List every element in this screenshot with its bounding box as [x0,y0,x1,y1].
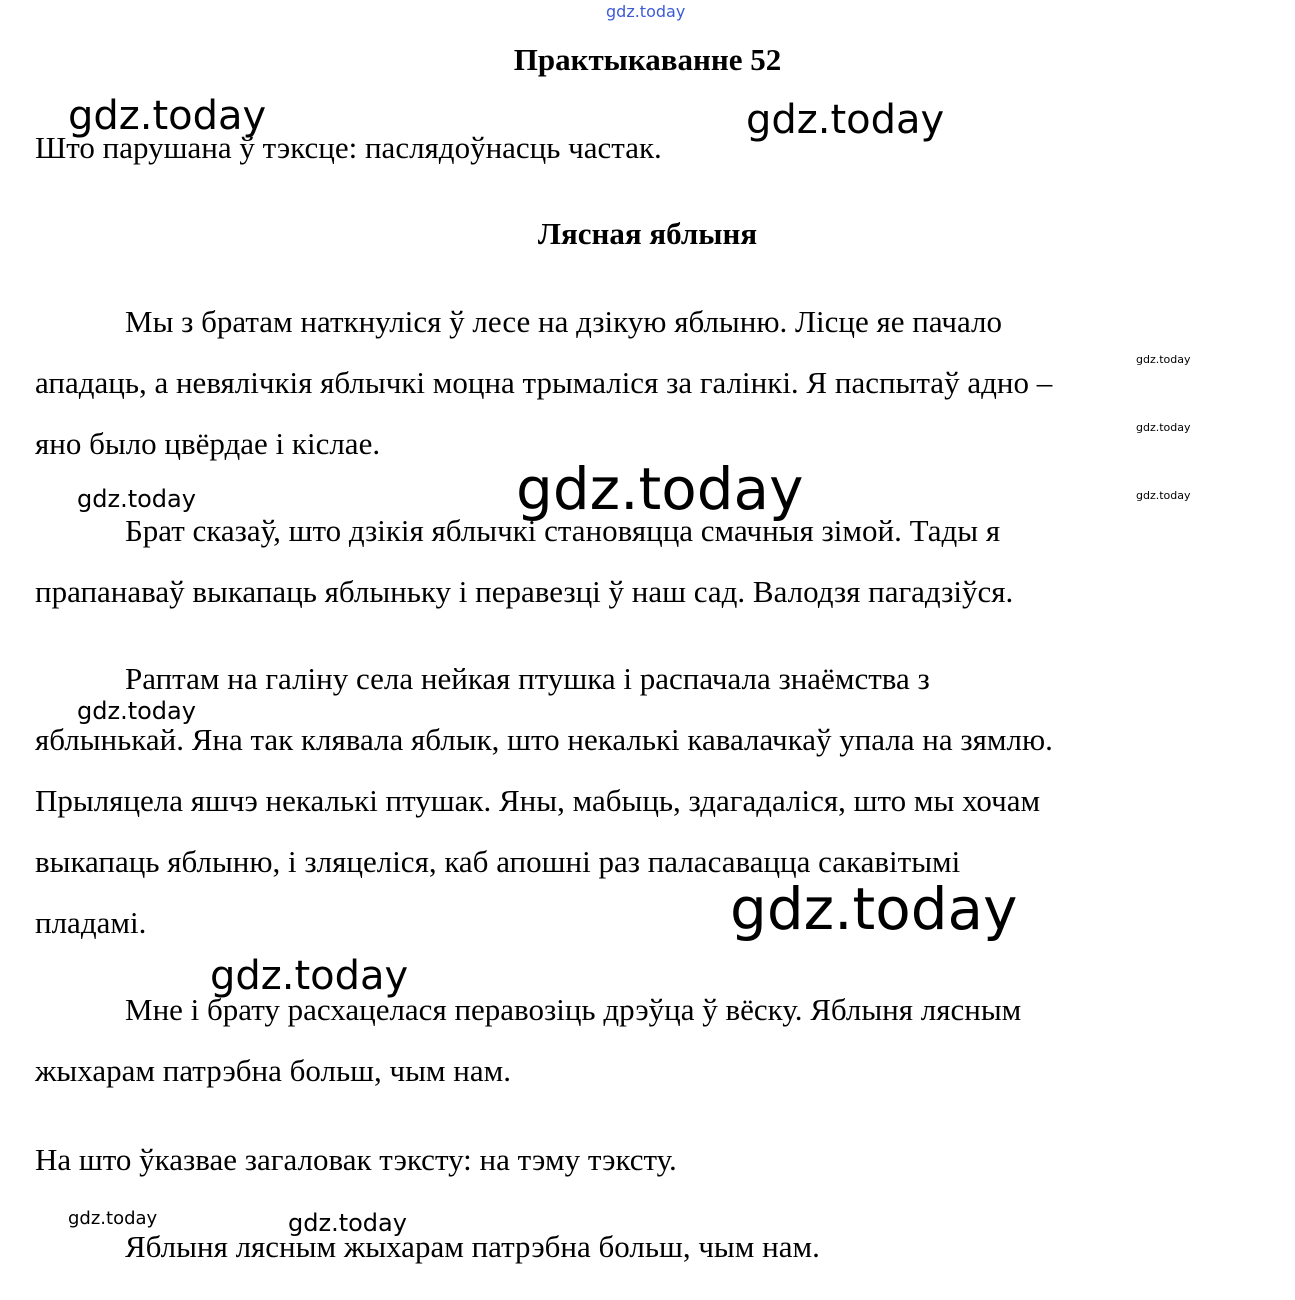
watermark-logo: gdz.today [68,93,267,139]
watermark-logo: gdz.today [288,1209,407,1237]
paragraph-line: пладамі. [35,905,147,940]
paragraph-line: Прыляцела яшчэ некалькі птушак. Яны, мабыць, здагадаліся, што мы хочам [35,783,1041,818]
watermark-logo: gdz.today [77,697,196,725]
paragraph-line: ападаць, а невялічкія яблычкі моцна трымаліся за галінкі. Я паспытаў адно – [35,365,1053,400]
watermark-logo: gdz.today [68,1208,158,1229]
paragraph-line: Мы з братам наткнуліся ў лесе на дзікую яблыню. Лісце яе пачало [125,304,1002,339]
paragraph-line: Брат сказаў, што дзікія яблычкі становяцца смачныя зімой. Тады я [125,513,1001,548]
paragraph-line: Раптам на галіну села нейкая птушка і распачала знаёмства з [125,661,930,696]
answer-line: Яблыня лясным жыхарам патрэбна больш, чым нам. [125,1229,820,1264]
paragraph-line: жыхарам патрэбна больш, чым нам. [35,1053,511,1088]
paragraph-line: яблынькай. Яна так клявала яблык, што некалькі кавалачкаў упала на зямлю. [35,722,1053,757]
paragraph-line: яно было цвёрдае і кіслае. [35,426,381,461]
watermark-logo: gdz.today [746,97,945,143]
watermark-logo: gdz.today [210,953,409,999]
watermark-logo: gdz.today [1136,421,1191,434]
question-sequence: Што парушана ў тэксце: паслядоўнасць частак. [35,130,662,165]
page-title: Практыкаванне 52 [513,42,782,77]
watermark-logo: gdz.today [1136,489,1191,502]
paragraph-line: прапанаваў выкапаць яблыньку і перавезці ў наш сад. Валодзя пагадзіўся. [35,574,1014,609]
watermark-logo: gdz.today [606,2,686,21]
watermark-logo: gdz.today [730,875,1018,943]
watermark-logo: gdz.today [516,455,804,523]
watermark-logo: gdz.today [77,485,196,513]
story-title: Лясная яблыня [537,216,758,251]
watermark-logo: gdz.today [1136,353,1191,366]
paragraph-line: Мне і брату расхацелася перавозіць дрэўца ў вёску. Яблыня лясным [125,992,1022,1027]
paragraph-line: выкапаць яблыню, і зляцеліся, каб апошні раз паласавацца сакавітымі [35,844,961,879]
question-title-meaning: На што ўказвае загаловак тэксту: на тэму тэксту. [35,1142,677,1177]
